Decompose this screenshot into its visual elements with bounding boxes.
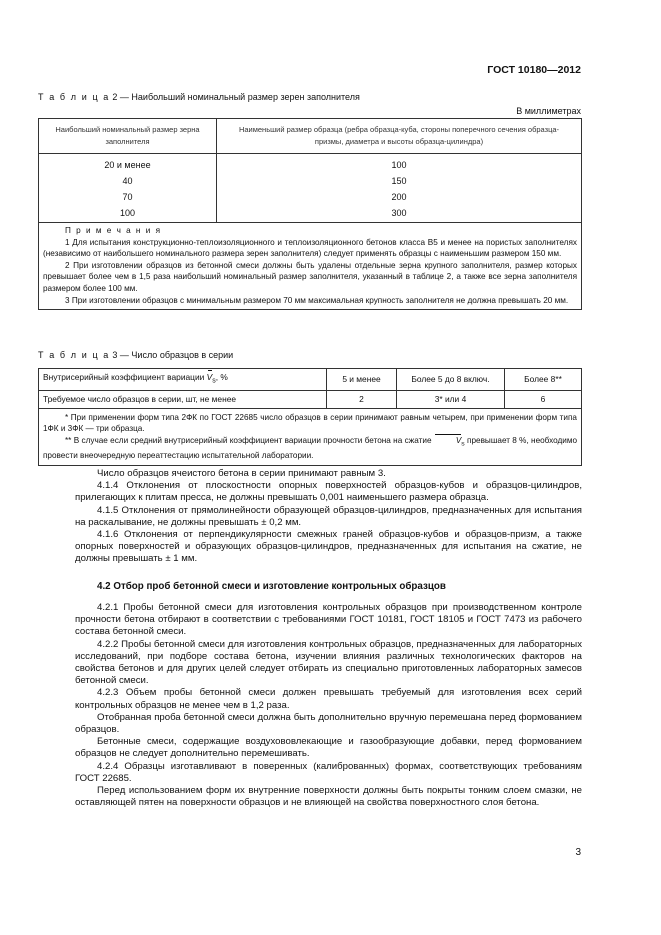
section-heading: 4.2 Отбор проб бетонной смеси и изготовление контрольных образцов xyxy=(97,581,446,592)
table2-size-cell: 150 xyxy=(217,173,582,189)
table2-grain-cell: 20 и менее xyxy=(39,154,217,174)
label-suffix: , % xyxy=(215,372,228,382)
footnote-suffix: превышает 8 %, необходимо провести внеочередную переаттестацию испытательной лаборатории. xyxy=(43,435,577,461)
table2-caption-text: 2 — Наибольший номинальный размер зерен заполнителя xyxy=(112,92,360,102)
body-section-4-2 xyxy=(75,602,582,809)
table3-cell: 3* или 4 xyxy=(397,390,505,408)
paragraph: Бетонные смеси, содержащие воздухововлекающие и газообразующие добавки, перед формованием образцов не следует дополнительно перемешивать. xyxy=(75,736,582,760)
v-subscript: s xyxy=(461,440,465,448)
table3-row2-label: Требуемое число образцов в серии, шт, не менее xyxy=(39,390,327,408)
table3-caption-text: 3 — Число образцов в серии xyxy=(112,350,234,360)
paragraph: 4.2.3 Объем пробы бетонной смеси должен превышать требуемый для изготовления всех серий контрольных образцов не менее чем в 1,2 раза. xyxy=(75,687,582,711)
paragraph: 4.1.6 Отклонения от перпендикулярности смежных граней образцов-кубов и образцов-призм, а также опорных поверхностей и образующих образцов-цилиндров, предназначенных для испытания на сжатие, не должны превышать ± 1 мм. xyxy=(75,529,582,565)
table2-size-cell: 300 xyxy=(217,205,582,223)
table3-row1-label xyxy=(39,369,327,391)
table2-caption-word: Т а б л и ц а xyxy=(38,92,110,102)
v-symbol: V xyxy=(206,372,213,382)
table-row xyxy=(39,154,582,174)
footnote: * При применении форм типа 2ФК по ГОСТ 22685 число образцов в серии принимают равным четырем, при применении форм типа 1ФК и 3ФК — три образца. xyxy=(43,412,577,434)
paragraph: 4.2.2 Пробы бетонной смеси для изготовления контрольных образцов, предназначенных для лабораторных исследований, при подборе состава бетона, изучении влияния различных технологических факторов на свойства бетонов и для других целей следует отбирать из специально приготовленных лабораторных замесов бетонной смеси. xyxy=(75,638,582,687)
note-item: 1 Для испытания конструкционно-теплоизоляционного и теплоизоляционного бетонов класса В5 и менее на пористых заполнителях (независимо от наибольшего номинального размера зерен заполнителя) следует применять образцы с наименьшим размером 150 мм. xyxy=(43,237,577,259)
paragraph: Перед использованием форм их внутренние поверхности должны быть покрыты тонким слоем смазки, не оставляющей пятен на поверхности образцов и не влияющей на свойства поверхностного слоя бетона. xyxy=(75,785,582,809)
paragraph: 4.2.4 Образцы изготавливают в поверенных (калиброванных) формах, соответствующих требованиям ГОСТ 22685. xyxy=(75,760,582,784)
table2-grain-cell: 100 xyxy=(39,205,217,223)
table2-col1-header: Наибольший номинальный размер зерна заполнителя xyxy=(39,119,217,154)
table3 xyxy=(38,368,582,466)
table-row xyxy=(39,173,582,189)
paragraph: 4.1.4 Отклонения от плоскостности опорных поверхностей образцов-кубов и образцов-цилиндров, прилегающих к плитам пресса, не должны превышать 0,001 наименьшего размера образца. xyxy=(75,480,582,504)
table3-cell: Более 8** xyxy=(505,369,582,391)
v-subscript: s xyxy=(212,377,216,385)
notes-heading: П р и м е ч а н и я xyxy=(65,226,162,235)
paragraph: Число образцов ячеистого бетона в серии принимают равным 3. xyxy=(97,468,386,479)
table2-notes xyxy=(39,223,582,310)
footnote xyxy=(43,435,577,462)
table3-cell: Более 5 до 8 включ. xyxy=(397,369,505,391)
label-prefix: Внутрисерийный коэффициент вариации xyxy=(43,372,207,382)
table-row xyxy=(39,189,582,205)
table-row xyxy=(39,390,582,408)
table3-caption-word: Т а б л и ц а xyxy=(38,350,110,360)
paragraph: Отобранная проба бетонной смеси должна быть дополнительно вручную перемешана перед формованием образцов. xyxy=(75,711,582,736)
table3-footnotes xyxy=(39,408,582,465)
page-number: 3 xyxy=(575,847,581,858)
footnote-prefix: ** В случае если средний внутрисерийный коэффициент вариации прочности бетона на сжатие xyxy=(65,435,434,445)
table-row xyxy=(39,205,582,223)
table2-size-cell: 200 xyxy=(217,189,582,205)
paragraph: 4.2.1 Пробы бетонной смеси для изготовления контрольных образцов при производственном контроле прочности бетона отбирают в соответствии с требованиями ГОСТ 10181, ГОСТ 18105 и ГОСТ 7473 из рабочего состава бетонной смеси. xyxy=(75,602,582,638)
table2-grain-cell: 40 xyxy=(39,173,217,189)
note-item: 3 При изготовлении образцов с минимальным размером 70 мм максимальная крупность заполнителя не должна превышать 20 мм. xyxy=(65,295,569,305)
note-item: 2 При изготовлении образцов из бетонной смеси должны быть удалены отдельные зерна крупного заполнителя, размер которых превышает более чем в 1,5 раза наибольший номинальный размер заполнителя, указанный в таблице 2, а также все зерна заполнителя размером более 100 мм. xyxy=(43,260,577,293)
v-symbol: V xyxy=(434,435,461,447)
table3-cell: 2 xyxy=(327,390,397,408)
table3-caption xyxy=(38,350,233,360)
table2-grain-cell: 70 xyxy=(39,189,217,205)
body-section-4-1 xyxy=(75,468,582,566)
table3-cell: 5 и менее xyxy=(327,369,397,391)
paragraph: 4.1.5 Отклонения от прямолинейности образующей образцов-цилиндров, предназначенных для испытания на раскалывание, не должны превышать ± 0,2 мм. xyxy=(75,504,582,528)
table3-cell: 6 xyxy=(505,390,582,408)
table2-col2-header: Наименьший размер образца (ребра образца-куба, стороны поперечного сечения образца-призмы, диаметра и высоты образца-цилиндра) xyxy=(217,119,582,154)
table2-size-cell: 100 xyxy=(217,154,582,174)
standard-number: ГОСТ 10180—2012 xyxy=(487,64,581,76)
table2 xyxy=(38,118,582,310)
table-row xyxy=(39,369,582,391)
table2-caption xyxy=(38,92,360,102)
table2-units: В миллиметрах xyxy=(516,106,581,116)
